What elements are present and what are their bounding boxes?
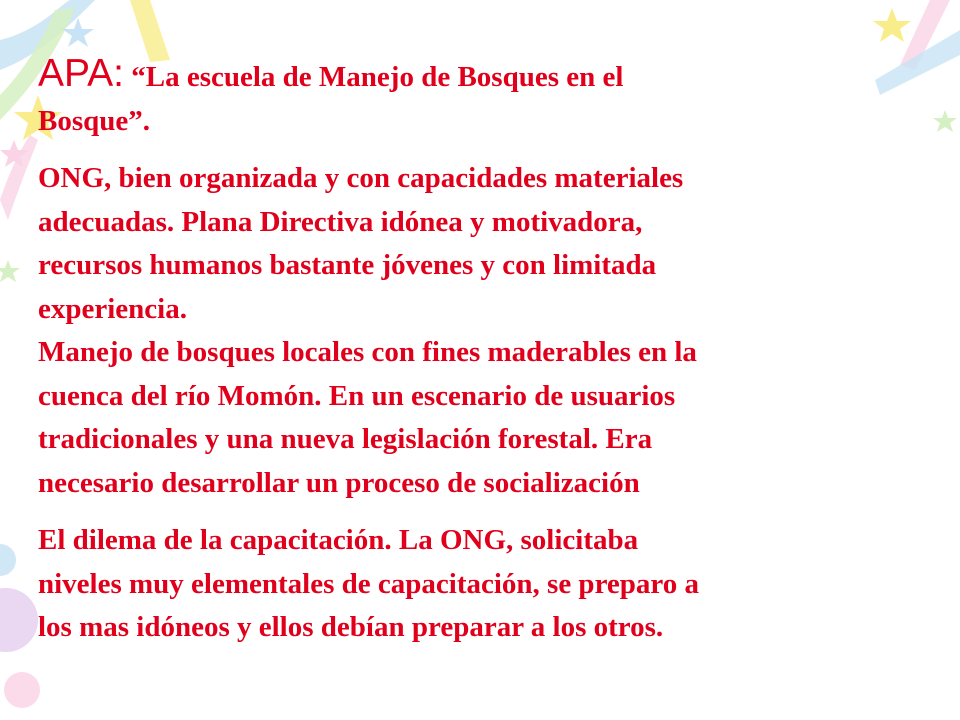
text-line: adecuadas. Plana Directiva idónea y motivadora, bbox=[38, 205, 643, 238]
text-line: El dilema de la capacitación. La ONG, solicitaba bbox=[38, 524, 639, 556]
title-prefix: APA: bbox=[38, 52, 124, 95]
text-line: experiencia. bbox=[38, 292, 187, 325]
slide-title bbox=[38, 52, 918, 143]
paragraph-organization bbox=[38, 157, 918, 505]
decor-circle bbox=[0, 588, 38, 652]
text-line: tradicionales y una nueva legislación forestal. Era bbox=[38, 423, 653, 455]
text-line: los mas idóneos y ellos debían preparar a los otros. bbox=[38, 611, 664, 643]
paragraph-dilemma bbox=[38, 519, 918, 650]
decor-circle bbox=[0, 544, 16, 576]
text-line: recursos humanos bastante jóvenes y con limitada bbox=[38, 249, 657, 281]
text-line: Manejo de bosques locales con fines maderables en la bbox=[38, 336, 697, 368]
text-line: niveles muy elementales de capacitación, se preparo a bbox=[38, 567, 700, 600]
text-line: ONG, bien organizada y con capacidades materiales bbox=[38, 162, 684, 194]
text-line: cuenca del río Momón. En un escenario de usuarios bbox=[38, 379, 676, 412]
decor-star bbox=[933, 110, 957, 132]
title-text: “La escuela de Manejo de Bosques en el bbox=[131, 61, 624, 93]
title-line: Bosque”. bbox=[38, 104, 151, 137]
decor-streak bbox=[0, 135, 38, 220]
title-line bbox=[38, 52, 918, 100]
decor-circle bbox=[4, 672, 40, 708]
decor-star bbox=[873, 8, 911, 42]
text-line: necesario desarrollar un proceso de socialización bbox=[38, 466, 640, 499]
decor-star bbox=[0, 260, 20, 282]
slide-body bbox=[38, 52, 918, 664]
